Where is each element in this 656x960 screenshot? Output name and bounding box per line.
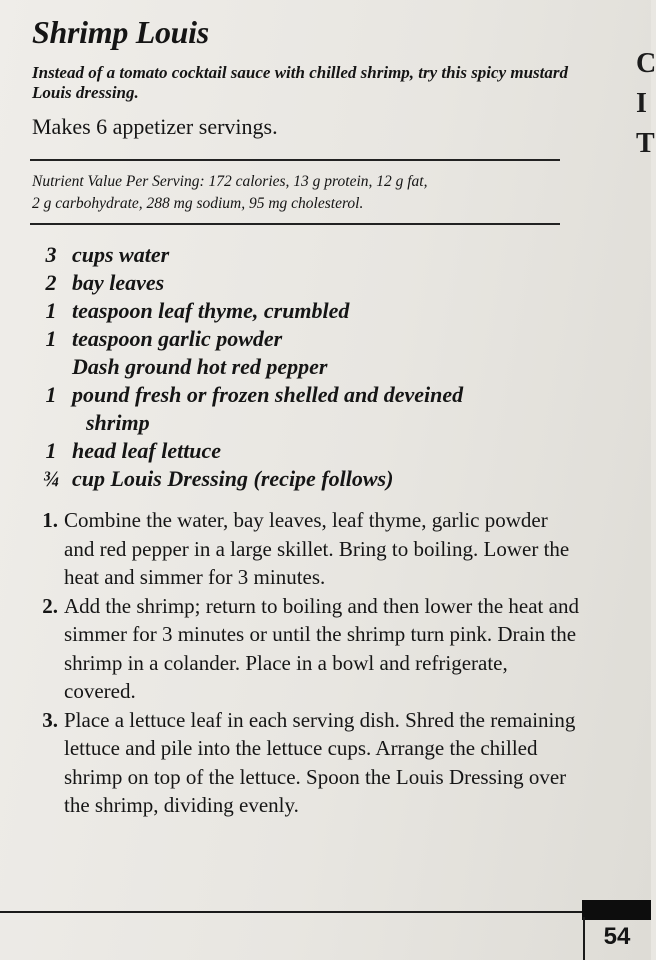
nutrition-line: 2 g carbohydrate, 288 mg sodium, 95 mg cholesterol. — [32, 195, 364, 212]
nutrition-line: Nutrient Value Per Serving: 172 calories, 13 g protein, 12 g fat, — [32, 173, 428, 190]
ingredient-item — [30, 297, 590, 325]
ingredient-text: cup Louis Dressing (recipe follows) — [72, 466, 394, 491]
recipe-yield: Makes 6 appetizer servings. — [32, 114, 278, 139]
ingredient-qty: 3 — [45, 242, 57, 267]
ingredient-item — [30, 241, 590, 269]
ingredient-qty: 1 — [45, 438, 57, 463]
recipe-title: Shrimp Louis — [32, 14, 209, 50]
ingredient-text-continued: shrimp — [86, 410, 150, 435]
ingredient-text: cups water — [72, 242, 170, 267]
instruction-list — [20, 506, 580, 820]
ingredient-item — [30, 465, 590, 493]
nutrition-info — [32, 171, 562, 215]
ingredient-list — [30, 241, 590, 493]
ingredient-text-wrapper — [72, 381, 590, 437]
divider-top — [30, 159, 560, 161]
step-text: Place a lettuce leaf in each serving dish. Shred the remaining lettuce and pile into the lettuce cups. Arrange the chilled shrimp on top of the lettuce. Spoon the Louis Dressing over the shrimp, dividing evenly. — [64, 707, 576, 817]
recipe-intro: Instead of a tomato cocktail sauce with chilled shrimp, try this spicy mustard Louis dressing. — [32, 63, 569, 102]
instruction-step — [20, 592, 580, 706]
step-number: 3. — [42, 707, 58, 732]
ingredient-qty: ¾ — [42, 466, 60, 491]
facing-page-glyph: T — [636, 128, 655, 159]
step-text: Combine the water, bay leaves, leaf thyme, garlic powder and red pepper in a large skillet. Bring to boiling. Lower the heat and simmer for 3 minutes. — [64, 508, 570, 589]
ingredient-item — [30, 437, 590, 465]
instruction-step — [20, 706, 580, 820]
step-number: 2. — [42, 593, 58, 618]
ingredient-text: pound fresh or frozen shelled and deveined — [72, 382, 464, 407]
ingredient-qty: 1 — [45, 382, 57, 407]
ingredient-text: Dash ground hot red pepper — [72, 354, 328, 379]
footer-rule — [0, 911, 585, 913]
page-number: 54 — [583, 917, 649, 960]
ingredient-qty — [30, 353, 72, 381]
ingredient-text: head leaf lettuce — [72, 438, 222, 463]
ingredient-qty: 1 — [45, 298, 57, 323]
ingredient-item — [30, 353, 590, 381]
ingredient-text: bay leaves — [72, 270, 165, 295]
ingredient-qty: 2 — [45, 270, 57, 295]
facing-page-glyph: I — [636, 88, 647, 119]
instruction-step — [20, 506, 580, 592]
divider-bottom — [30, 223, 560, 225]
ingredient-item — [30, 381, 590, 437]
step-text: Add the shrimp; return to boiling and then lower the heat and simmer for 3 minutes or until the shrimp turn pink. Drain the shrimp in a colander. Place in a bowl and refrigerate, covered. — [64, 593, 579, 703]
ingredient-text: teaspoon leaf thyme, crumbled — [72, 298, 350, 323]
ingredient-item — [30, 325, 590, 353]
ingredient-text: teaspoon garlic powder — [72, 326, 283, 351]
ingredient-item — [30, 269, 590, 297]
step-number: 1. — [42, 508, 58, 532]
ingredient-qty: 1 — [45, 326, 57, 351]
facing-page-glyph: C — [636, 48, 656, 79]
